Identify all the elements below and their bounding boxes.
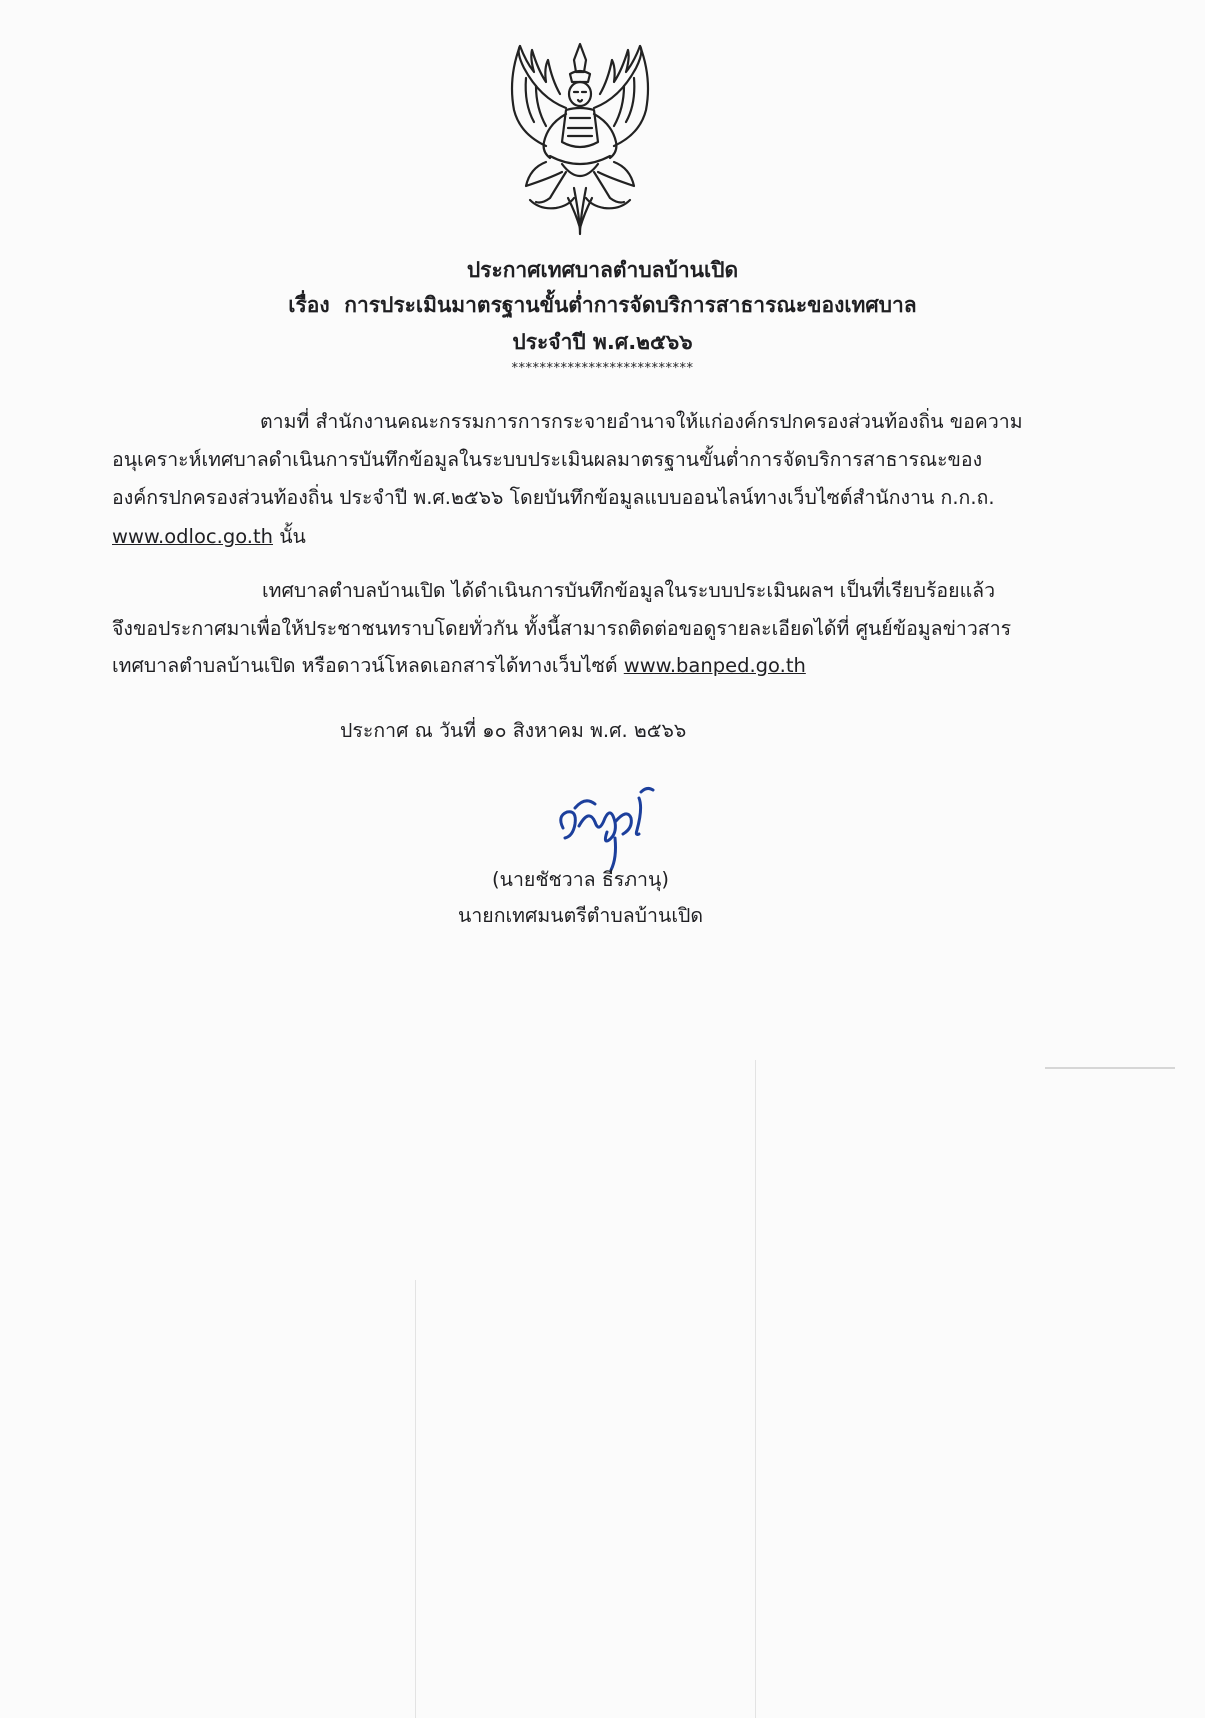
garuda-emblem-icon [490,38,670,238]
paragraph-2-line-1: เทศบาลตำบลบ้านเปิด ได้ดำเนินการบันทึกข้อมูลในระบบประเมินผลฯ เป็นที่เรียบร้อยแล้ว [262,579,996,602]
fold-mark-vertical-left [415,1280,416,1718]
paragraph-1-line-3: องค์กรปกครองส่วนท้องถิ่น ประจำปี พ.ศ.๒๕๖๖ โดยบันทึกข้อมูลแบบออนไลน์ทางเว็บไซต์สำนักงาน ก.ก.ถ. [112,486,995,509]
announcement-title: ประกาศเทศบาลตำบลบ้านเปิด [466,258,739,282]
paragraph-2-line-2: จึงขอประกาศมาเพื่อให้ประชาชนทราบโดยทั่วกัน ทั้งนี้สามารถติดต่อขอดูรายละเอียดได้ที่ ศูนย์ข้อมูลข่าวสาร [112,617,1012,640]
paragraph-2-line-3 [112,656,806,676]
paragraph-2-line-3-text: เทศบาลตำบลบ้านเปิด หรือดาวน์โหลดเอกสารได้ทางเว็บไซต์ [112,654,624,677]
signatory-position: นายกเทศมนตรีตำบลบ้านเปิด [458,904,704,927]
fold-mark-horizontal [1045,1067,1175,1069]
announcement-year: ประจำปี พ.ศ.๒๕๖๖ [512,330,693,354]
subject-label: เรื่อง [288,293,330,317]
announcement-date: ประกาศ ณ วันที่ ๑๐ สิงหาคม พ.ศ. ๒๕๖๖ [340,719,687,742]
banped-website-link[interactable]: www.banped.go.th [623,654,806,677]
fold-mark-vertical [755,1060,756,1718]
paragraph-1-line-1: ตามที่ สำนักงานคณะกรรมการการกระจายอำนาจให้แก่องค์กรปกครองส่วนท้องถิ่น ขอความ [260,410,1023,433]
signatory-name: (นายชัชวาล ธีรภานุ) [492,868,669,891]
subject-text: การประเมินมาตรฐานขั้นต่ำการจัดบริการสาธารณะของเทศบาล [344,293,917,317]
handwritten-signature [555,778,665,874]
paragraph-1-ending: นั้น [273,525,306,548]
odloc-website-link[interactable]: www.odloc.go.th [112,525,273,548]
paragraph-1-line-2: อนุเคราะห์เทศบาลดำเนินการบันทึกข้อมูลในระบบประเมินผลมาตรฐานขั้นต่ำการจัดบริการสาธารณะของ [112,448,983,471]
separator-line: ************************** [511,361,694,376]
paragraph-1-line-4 [112,527,306,547]
announcement-subject [0,289,1205,322]
